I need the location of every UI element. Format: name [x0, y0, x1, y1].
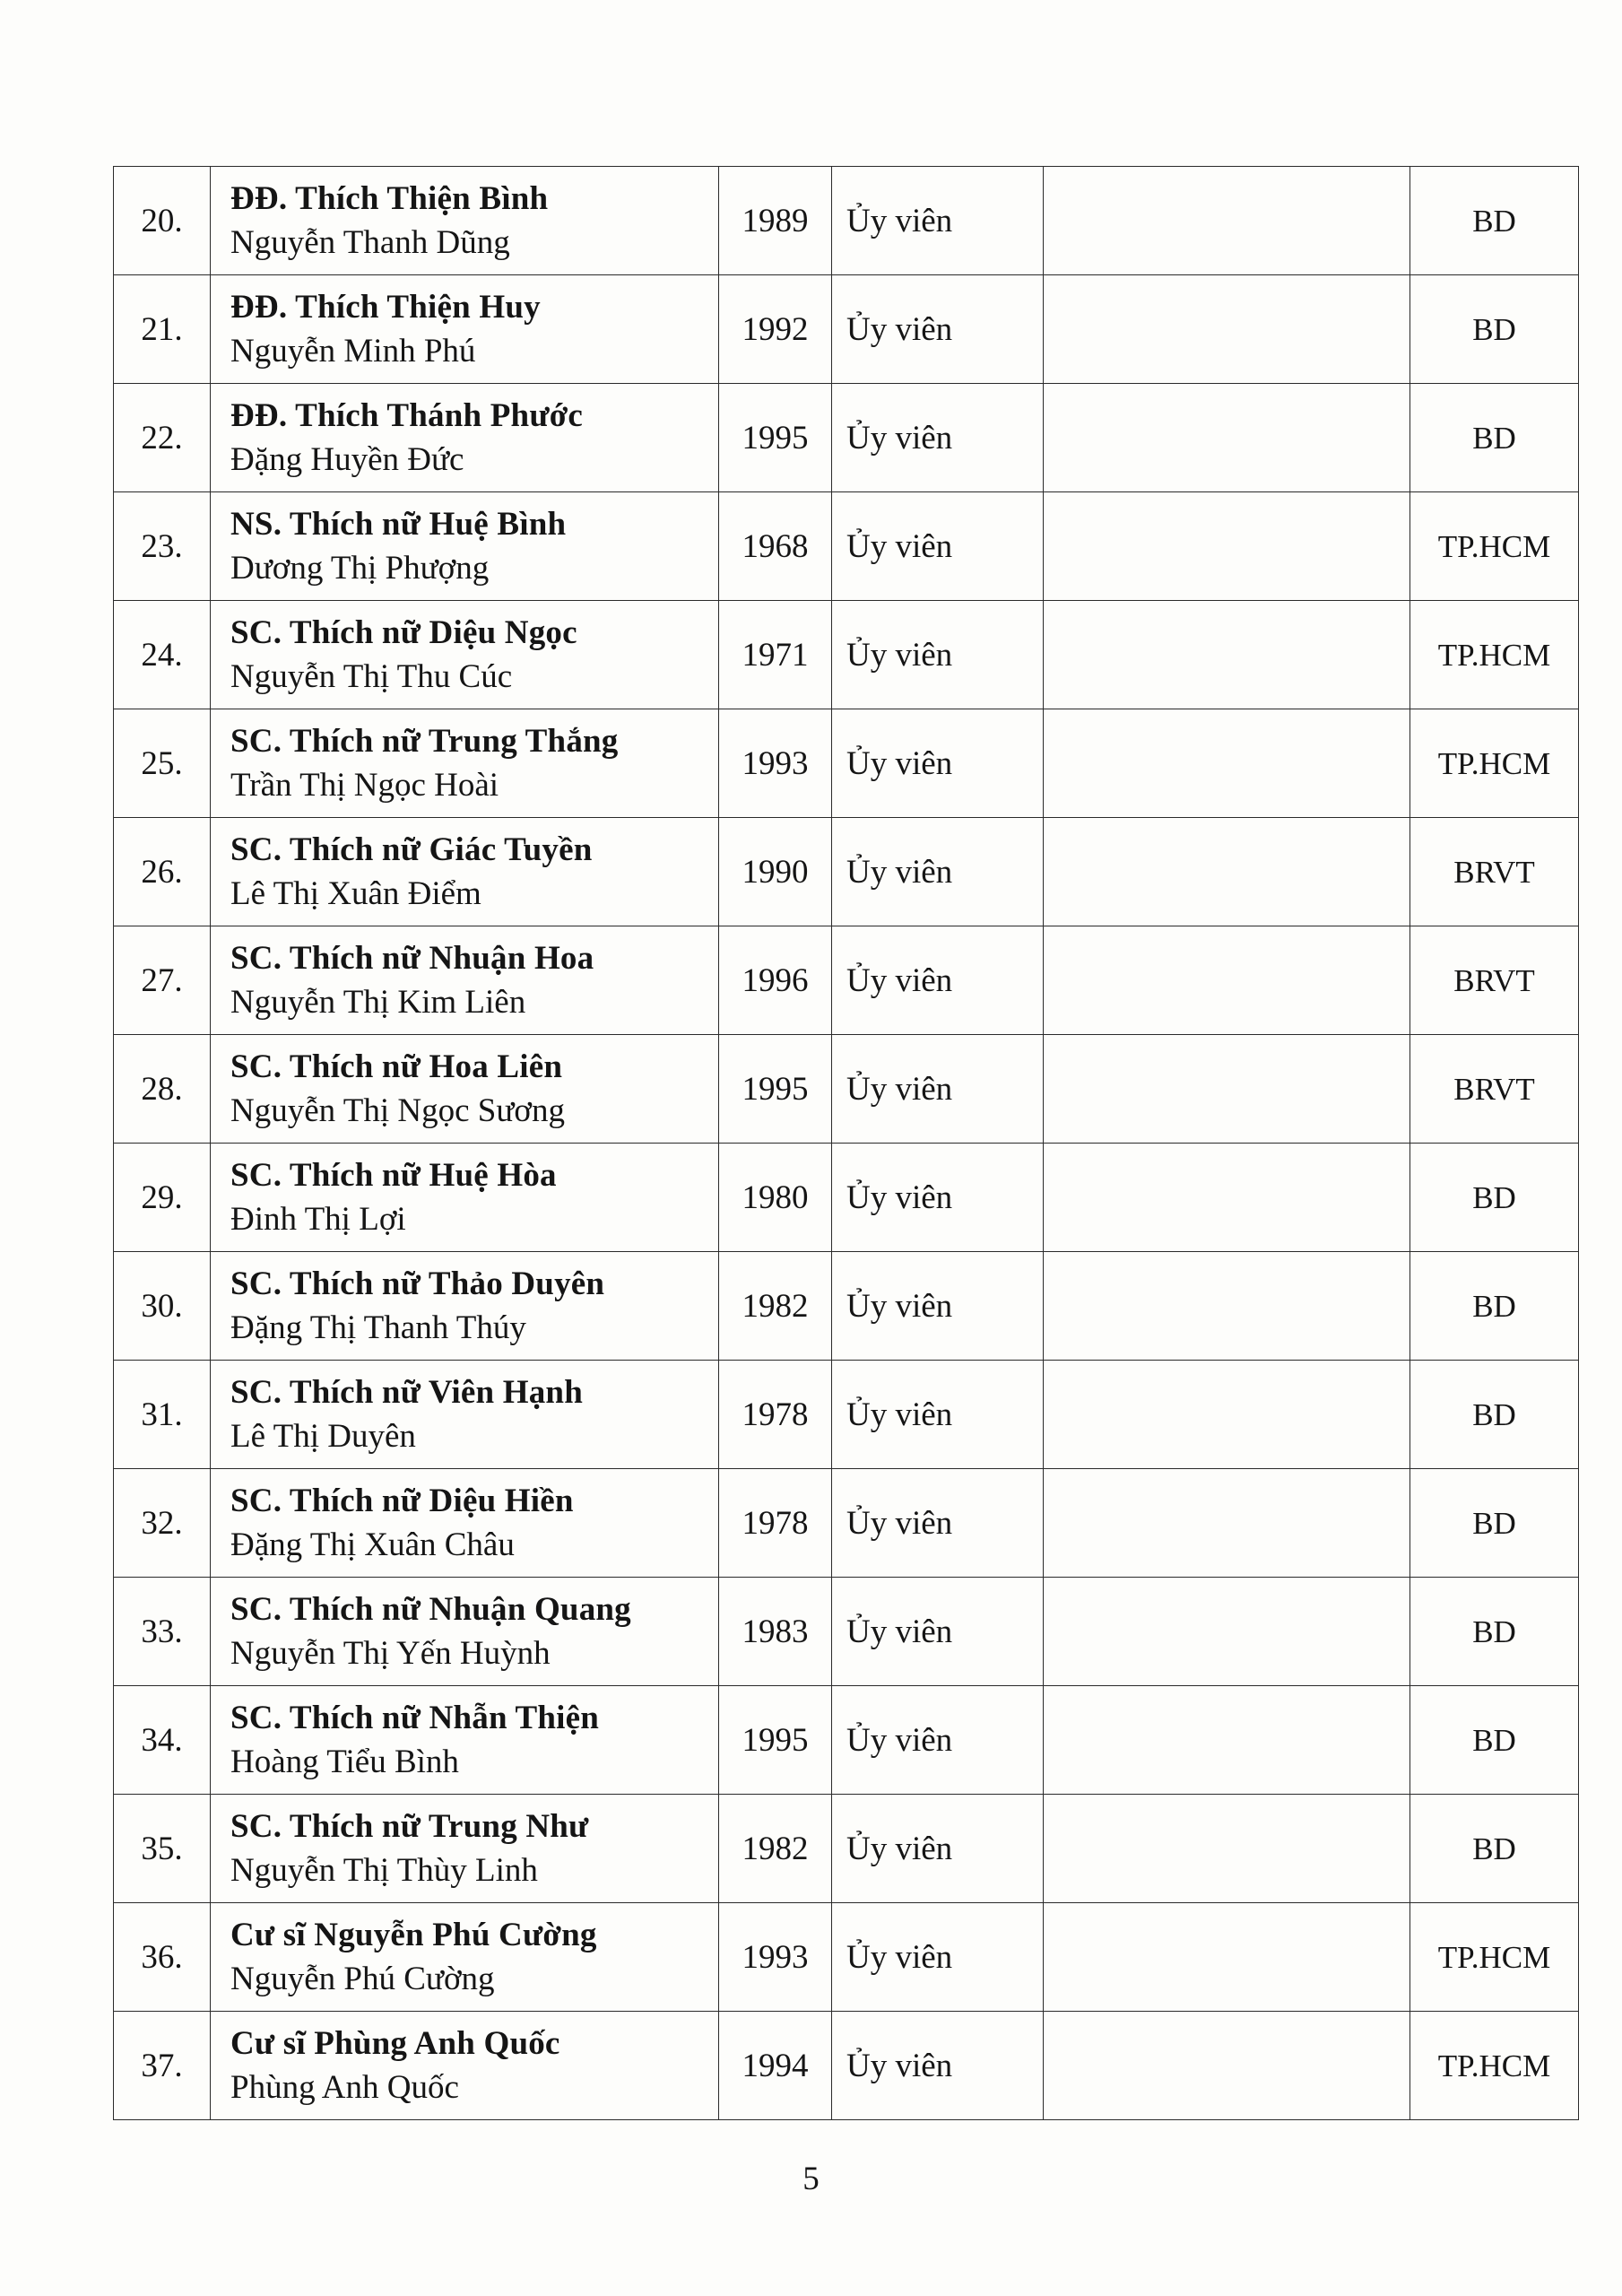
table-row	[114, 1795, 1579, 1903]
lay-name: Nguyễn Thị Thùy Linh	[230, 1852, 538, 1889]
dharma-title-name: SC. Thích nữ Huệ Hòa	[230, 1157, 557, 1194]
table-row	[114, 709, 1579, 818]
location-cell: BD	[1410, 384, 1579, 492]
row-number-cell: 32.	[114, 1469, 211, 1578]
lay-name: Phùng Anh Quốc	[230, 2069, 459, 2106]
table-row	[114, 926, 1579, 1035]
member-name-cell	[211, 926, 719, 1035]
role-cell: Ủy viên	[832, 1144, 1044, 1252]
role-cell: Ủy viên	[832, 275, 1044, 384]
lay-name: Lê Thị Xuân Điểm	[230, 875, 481, 912]
location-cell: TP.HCM	[1410, 492, 1579, 601]
row-number-cell: 23.	[114, 492, 211, 601]
location-cell: BD	[1410, 1578, 1579, 1686]
table-row	[114, 1686, 1579, 1795]
role-cell: Ủy viên	[832, 818, 1044, 926]
role-cell: Ủy viên	[832, 1252, 1044, 1361]
role-cell: Ủy viên	[832, 709, 1044, 818]
member-name-cell	[211, 1578, 719, 1686]
dharma-title-name: ĐĐ. Thích Thiện Bình	[230, 180, 549, 217]
dharma-title-name: SC. Thích nữ Nhuận Quang	[230, 1591, 631, 1628]
note-cell	[1044, 2012, 1410, 2120]
lay-name: Nguyễn Phú Cường	[230, 1961, 495, 1997]
table-row	[114, 1252, 1579, 1361]
row-number-cell: 36.	[114, 1903, 211, 2012]
lay-name: Đinh Thị Lợi	[230, 1201, 406, 1238]
member-name-cell	[211, 1903, 719, 2012]
role-cell: Ủy viên	[832, 384, 1044, 492]
birth-year-cell: 1980	[719, 1144, 832, 1252]
row-number-cell: 37.	[114, 2012, 211, 2120]
birth-year-cell: 1993	[719, 709, 832, 818]
row-number-cell: 27.	[114, 926, 211, 1035]
member-name-cell	[211, 818, 719, 926]
birth-year-cell: 1982	[719, 1795, 832, 1903]
role-cell: Ủy viên	[832, 167, 1044, 275]
location-cell: BD	[1410, 167, 1579, 275]
member-name-cell	[211, 2012, 719, 2120]
member-name-cell	[211, 492, 719, 601]
table-row	[114, 492, 1579, 601]
location-cell: BRVT	[1410, 926, 1579, 1035]
table-row	[114, 601, 1579, 709]
birth-year-cell: 1995	[719, 1686, 832, 1795]
note-cell	[1044, 709, 1410, 818]
birth-year-cell: 1995	[719, 384, 832, 492]
dharma-title-name: NS. Thích nữ Huệ Bình	[230, 506, 567, 543]
row-number-cell: 29.	[114, 1144, 211, 1252]
table-row	[114, 2012, 1579, 2120]
note-cell	[1044, 818, 1410, 926]
row-number-cell: 24.	[114, 601, 211, 709]
lay-name: Đặng Thị Thanh Thúy	[230, 1309, 526, 1346]
role-cell: Ủy viên	[832, 1686, 1044, 1795]
birth-year-cell: 1996	[719, 926, 832, 1035]
table-row	[114, 167, 1579, 275]
location-cell: TP.HCM	[1410, 709, 1579, 818]
dharma-title-name: SC. Thích nữ Trung Như	[230, 1808, 589, 1845]
member-name-cell	[211, 709, 719, 818]
birth-year-cell: 1993	[719, 1903, 832, 2012]
dharma-title-name: Cư sĩ Phùng Anh Quốc	[230, 2025, 560, 2062]
member-name-cell	[211, 384, 719, 492]
note-cell	[1044, 492, 1410, 601]
table-row	[114, 1578, 1579, 1686]
location-cell: BD	[1410, 1795, 1579, 1903]
role-cell: Ủy viên	[832, 926, 1044, 1035]
birth-year-cell: 1989	[719, 167, 832, 275]
birth-year-cell: 1994	[719, 2012, 832, 2120]
birth-year-cell: 1978	[719, 1469, 832, 1578]
member-name-cell	[211, 1144, 719, 1252]
member-name-cell	[211, 1035, 719, 1144]
note-cell	[1044, 1686, 1410, 1795]
location-cell: BD	[1410, 1686, 1579, 1795]
role-cell: Ủy viên	[832, 1578, 1044, 1686]
row-number-cell: 30.	[114, 1252, 211, 1361]
note-cell	[1044, 384, 1410, 492]
page-number: 5	[802, 2161, 820, 2197]
lay-name: Đặng Thị Xuân Châu	[230, 1526, 515, 1563]
member-name-cell	[211, 1469, 719, 1578]
dharma-title-name: SC. Thích nữ Nhẫn Thiện	[230, 1700, 600, 1736]
birth-year-cell: 1983	[719, 1578, 832, 1686]
role-cell: Ủy viên	[832, 1361, 1044, 1469]
lay-name: Lê Thị Duyên	[230, 1418, 416, 1455]
row-number-cell: 21.	[114, 275, 211, 384]
location-cell: TP.HCM	[1410, 601, 1579, 709]
note-cell	[1044, 1795, 1410, 1903]
note-cell	[1044, 1469, 1410, 1578]
row-number-cell: 28.	[114, 1035, 211, 1144]
lay-name: Nguyễn Minh Phú	[230, 333, 476, 370]
row-number-cell: 31.	[114, 1361, 211, 1469]
dharma-title-name: Cư sĩ Nguyễn Phú Cường	[230, 1917, 597, 1953]
birth-year-cell: 1990	[719, 818, 832, 926]
dharma-title-name: ĐĐ. Thích Thiện Huy	[230, 289, 541, 326]
dharma-title-name: ĐĐ. Thích Thánh Phước	[230, 397, 584, 434]
birth-year-cell: 1992	[719, 275, 832, 384]
member-name-cell	[211, 1686, 719, 1795]
note-cell	[1044, 1035, 1410, 1144]
birth-year-cell: 1995	[719, 1035, 832, 1144]
member-name-cell	[211, 601, 719, 709]
location-cell: BD	[1410, 1361, 1579, 1469]
member-name-cell	[211, 1252, 719, 1361]
lay-name: Dương Thị Phượng	[230, 550, 490, 587]
birth-year-cell: 1978	[719, 1361, 832, 1469]
dharma-title-name: SC. Thích nữ Hoa Liên	[230, 1048, 563, 1085]
role-cell: Ủy viên	[832, 1469, 1044, 1578]
role-cell: Ủy viên	[832, 601, 1044, 709]
lay-name: Nguyễn Thị Ngọc Sương	[230, 1092, 565, 1129]
member-roster-body	[114, 167, 1579, 2120]
note-cell	[1044, 601, 1410, 709]
lay-name: Hoàng Tiểu Bình	[230, 1744, 459, 1780]
row-number-cell: 33.	[114, 1578, 211, 1686]
location-cell: BD	[1410, 1469, 1579, 1578]
location-cell: BRVT	[1410, 818, 1579, 926]
role-cell: Ủy viên	[832, 1795, 1044, 1903]
dharma-title-name: SC. Thích nữ Thảo Duyên	[230, 1265, 605, 1302]
lay-name: Nguyễn Thanh Dũng	[230, 224, 510, 261]
note-cell	[1044, 275, 1410, 384]
table-row	[114, 1144, 1579, 1252]
row-number-cell: 34.	[114, 1686, 211, 1795]
member-name-cell	[211, 1361, 719, 1469]
dharma-title-name: SC. Thích nữ Trung Thắng	[230, 723, 619, 760]
member-roster-table	[113, 166, 1579, 2120]
table-row	[114, 275, 1579, 384]
role-cell: Ủy viên	[832, 2012, 1044, 2120]
role-cell: Ủy viên	[832, 1035, 1044, 1144]
note-cell	[1044, 1578, 1410, 1686]
table-row	[114, 1903, 1579, 2012]
role-cell: Ủy viên	[832, 492, 1044, 601]
location-cell: BD	[1410, 275, 1579, 384]
dharma-title-name: SC. Thích nữ Viên Hạnh	[230, 1374, 583, 1411]
note-cell	[1044, 926, 1410, 1035]
note-cell	[1044, 1903, 1410, 2012]
member-name-cell	[211, 275, 719, 384]
note-cell	[1044, 1252, 1410, 1361]
location-cell: TP.HCM	[1410, 2012, 1579, 2120]
table-row	[114, 384, 1579, 492]
dharma-title-name: SC. Thích nữ Diệu Hiền	[230, 1483, 574, 1519]
dharma-title-name: SC. Thích nữ Nhuận Hoa	[230, 940, 594, 977]
location-cell: BRVT	[1410, 1035, 1579, 1144]
location-cell: BD	[1410, 1252, 1579, 1361]
row-number-cell: 25.	[114, 709, 211, 818]
birth-year-cell: 1982	[719, 1252, 832, 1361]
role-cell: Ủy viên	[832, 1903, 1044, 2012]
table-row	[114, 1035, 1579, 1144]
note-cell	[1044, 1144, 1410, 1252]
lay-name: Trần Thị Ngọc Hoài	[230, 767, 499, 804]
birth-year-cell: 1968	[719, 492, 832, 601]
table-row	[114, 1469, 1579, 1578]
row-number-cell: 35.	[114, 1795, 211, 1903]
lay-name: Đặng Huyền Đức	[230, 441, 464, 478]
note-cell	[1044, 167, 1410, 275]
row-number-cell: 22.	[114, 384, 211, 492]
member-name-cell	[211, 1795, 719, 1903]
dharma-title-name: SC. Thích nữ Diệu Ngọc	[230, 614, 577, 651]
note-cell	[1044, 1361, 1410, 1469]
location-cell: TP.HCM	[1410, 1903, 1579, 2012]
dharma-title-name: SC. Thích nữ Giác Tuyền	[230, 831, 593, 868]
table-row	[114, 1361, 1579, 1469]
member-name-cell	[211, 167, 719, 275]
location-cell: BD	[1410, 1144, 1579, 1252]
row-number-cell: 26.	[114, 818, 211, 926]
birth-year-cell: 1971	[719, 601, 832, 709]
lay-name: Nguyễn Thị Kim Liên	[230, 984, 526, 1021]
lay-name: Nguyễn Thị Yến Huỳnh	[230, 1635, 551, 1672]
row-number-cell: 20.	[114, 167, 211, 275]
table-row	[114, 818, 1579, 926]
lay-name: Nguyễn Thị Thu Cúc	[230, 658, 513, 695]
